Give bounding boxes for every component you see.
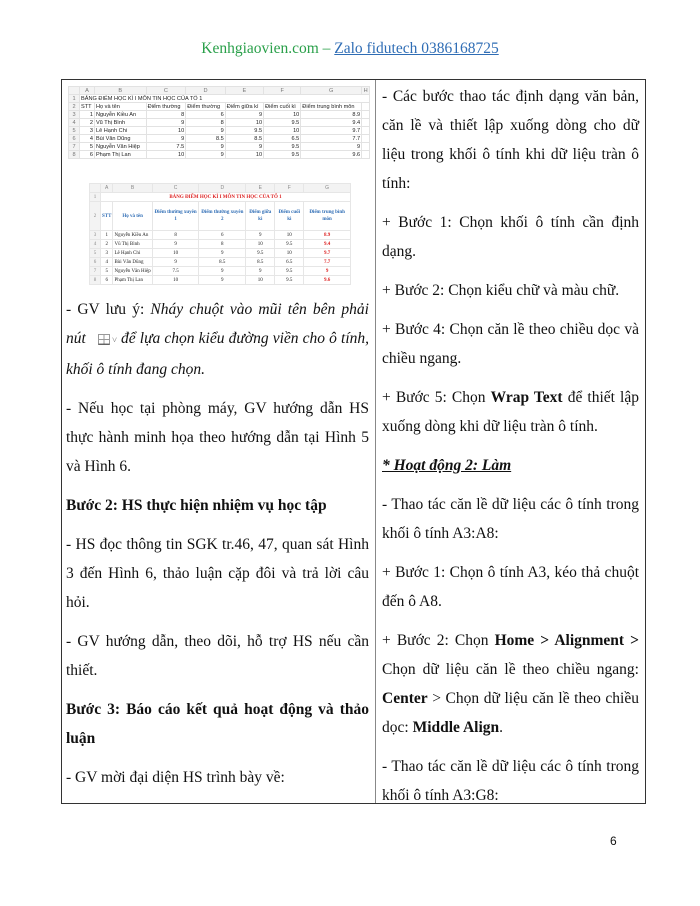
title-row <box>69 95 370 103</box>
cell: 9.5 <box>225 127 263 135</box>
row-number: 3 <box>90 231 101 240</box>
empty-cell <box>362 111 370 119</box>
cell: 9 <box>225 143 263 151</box>
sheet-title: BẢNG ĐIỂM HỌC KÌ I MÔN TIN HỌC CỦA TỔ 1 <box>80 95 370 103</box>
column-letter: H <box>363 87 368 94</box>
cell: 3 <box>80 127 95 135</box>
cell: 8.9 <box>301 111 362 119</box>
column-header: Điểm thường <box>186 103 226 111</box>
align-step-2 <box>382 626 639 742</box>
cell: 9.5 <box>275 240 304 249</box>
cell: 4 <box>101 258 113 267</box>
cell: 6.5 <box>275 258 304 267</box>
wrap-text-label: Wrap Text <box>490 389 563 406</box>
row-number: 8 <box>69 151 80 159</box>
table-row <box>90 249 351 258</box>
column-header: Điểm thường xuyên 1 <box>152 202 199 231</box>
cell: 9.6 <box>304 276 351 285</box>
cell: 5 <box>101 267 113 276</box>
site-name[interactable]: Kenhgiaovien.com <box>201 40 319 57</box>
cell: 9 <box>246 231 275 240</box>
cell: Vũ Thị Bình <box>113 240 152 249</box>
cell: 2 <box>80 119 95 127</box>
cell: 9.7 <box>304 249 351 258</box>
step2-paragraph-2: - GV hướng dẫn, theo dõi, hỗ trợ HS nếu cần thiết. <box>66 633 369 679</box>
cell: 9 <box>246 267 275 276</box>
table-row <box>69 135 370 143</box>
cell: 9.5 <box>275 267 304 276</box>
row-number: 2 <box>90 202 101 231</box>
cell: 9.4 <box>301 119 362 127</box>
cell: 6.5 <box>264 135 301 143</box>
cell: 9 <box>225 111 263 119</box>
column-letter: F <box>264 87 301 95</box>
column-letter: D <box>199 184 246 193</box>
row-number: 1 <box>90 193 101 202</box>
table-row <box>90 276 351 285</box>
cell: 8 <box>152 231 199 240</box>
cell: 7.5 <box>146 143 186 151</box>
excel-screenshot-formatted <box>89 183 351 285</box>
row-number: 2 <box>69 103 80 111</box>
page-number: 6 <box>610 834 617 848</box>
align-step-2-prefix: + Bước 2: Chọn <box>382 632 495 649</box>
cell: 9 <box>301 143 362 151</box>
step2-heading: Bước 2: HS thực hiện nhiệm vụ học tập <box>66 497 327 514</box>
cell: 9.7 <box>301 127 362 135</box>
cell: 9 <box>199 267 246 276</box>
cell: 10 <box>152 276 199 285</box>
step-4: + Bước 4: Chọn căn lề theo chiều dọc và chiều ngang. <box>382 321 639 367</box>
align-step-2-end: . <box>499 719 503 736</box>
expected-product-column <box>376 80 645 803</box>
note-italic-text-2: để lựa chọn kiểu đường viền cho ô tính, khối ô tính đang chọn. <box>66 330 369 378</box>
page-header <box>0 40 700 58</box>
cell: 9.5 <box>264 151 301 159</box>
column-letter: D <box>186 87 226 95</box>
cell: 6 <box>186 111 226 119</box>
center-label: Center <box>382 690 428 707</box>
row-number: 6 <box>69 135 80 143</box>
sheet-title: BẢNG ĐIỂM HỌC KÌ I MÔN TIN HỌC CỦA TỔ 1 <box>101 193 351 202</box>
column-header: Điểm cuối kì <box>275 202 304 231</box>
cell: 2 <box>101 240 113 249</box>
empty-cell <box>362 151 370 159</box>
cell: 9 <box>186 151 226 159</box>
column-header: Điểm giữa kì <box>246 202 275 231</box>
column-header: Điểm thường <box>146 103 186 111</box>
cell: 7.7 <box>304 258 351 267</box>
column-letter: C <box>146 87 186 95</box>
column-header: Điểm trung bình môn <box>304 202 351 231</box>
column-letter: A <box>80 87 95 95</box>
column-header: STT <box>101 202 113 231</box>
cell: 8.9 <box>304 231 351 240</box>
cell: 8.5 <box>225 135 263 143</box>
align-step-2-mid2: > Chọn dữ liệu căn lề theo chiều dọc: <box>382 690 639 736</box>
empty-cell <box>362 103 370 111</box>
column-letter: F <box>275 184 304 193</box>
cell: 10 <box>264 127 301 135</box>
title-row <box>90 193 351 202</box>
column-letter: B <box>113 184 152 193</box>
align-a3-a8-intro: - Thao tác căn lề dữ liệu các ô tính trong khối ô tính A3:A8: <box>382 496 639 542</box>
cell: Lê Hạnh Chi <box>113 249 152 258</box>
cell: Lê Hạnh Chi <box>94 127 146 135</box>
cell: Phạm Thị Lan <box>94 151 146 159</box>
column-letter: B <box>94 87 146 95</box>
cell: 9 <box>186 127 226 135</box>
cell: 5 <box>80 143 95 151</box>
row-number: 5 <box>90 249 101 258</box>
cell: 10 <box>246 276 275 285</box>
cell: 8 <box>199 240 246 249</box>
row-number: 8 <box>90 276 101 285</box>
empty-cell <box>362 143 370 151</box>
corner-cell <box>69 87 80 95</box>
cell: 9.5 <box>246 249 275 258</box>
cell: 9 <box>199 276 246 285</box>
step-5-suffix: để thiết lập xuống dòng khi dữ liệu tràn ô tính. <box>382 389 639 435</box>
empty-cell <box>362 135 370 143</box>
column-header: Điểm thường xuyên 2 <box>199 202 246 231</box>
column-header: Họ và tên <box>113 202 152 231</box>
cell: 10 <box>146 151 186 159</box>
column-header-row <box>69 87 370 95</box>
cell: 6 <box>80 151 95 159</box>
header-separator: – <box>318 40 335 57</box>
table-row <box>90 267 351 276</box>
teacher-note <box>66 295 369 384</box>
column-letter: E <box>246 184 275 193</box>
cell: Bùi Văn Dũng <box>94 135 146 143</box>
right-column-text <box>382 82 639 810</box>
cell: 9 <box>199 249 246 258</box>
row-number: 7 <box>90 267 101 276</box>
cell: 9 <box>304 267 351 276</box>
chevron-down-icon: ˅ <box>111 335 118 345</box>
cell: Nguyễn Văn Hiệp <box>94 143 146 151</box>
table-row <box>69 119 370 127</box>
table-row <box>90 231 351 240</box>
cell: 9 <box>146 119 186 127</box>
cell: Nguyễn Kiều An <box>113 231 152 240</box>
cell: Nguyễn Kiều An <box>94 111 146 119</box>
row-number: 6 <box>90 258 101 267</box>
table-row <box>90 240 351 249</box>
cell: 10 <box>152 249 199 258</box>
cell: 10 <box>246 240 275 249</box>
column-header: Điểm cuối kì <box>264 103 301 111</box>
cell: 10 <box>225 119 263 127</box>
table-row <box>69 151 370 159</box>
cell: 10 <box>275 231 304 240</box>
align-step-2-mid: Chọn dữ liệu căn lề theo chiều ngang: <box>382 661 639 678</box>
column-header: STT <box>80 103 95 111</box>
column-letter: G <box>304 184 351 193</box>
row-number: 7 <box>69 143 80 151</box>
column-header: Họ và tên <box>94 103 146 111</box>
column-letter: G <box>301 87 362 95</box>
column-header: Điểm giữa kì <box>225 103 263 111</box>
cell: 8.5 <box>186 135 226 143</box>
column-header-row <box>90 184 351 193</box>
cell: 9.5 <box>264 119 301 127</box>
excel-screenshot-unformatted <box>68 86 370 159</box>
align-step-1: + Bước 1: Chọn ô tính A3, kéo thả chuột đến ô A8. <box>382 564 639 610</box>
header-row <box>69 103 370 111</box>
column-letter: C <box>152 184 199 193</box>
table-row <box>69 111 370 119</box>
lab-instruction: - Nếu học tại phòng máy, GV hướng dẫn HS thực hành minh họa theo hướng dẫn tại Hình 5 và Hình 6. <box>66 400 369 475</box>
row-number: 4 <box>69 119 80 127</box>
zalo-contact-link[interactable]: Zalo fidutech 0386168725 <box>334 40 499 57</box>
cell: 1 <box>101 231 113 240</box>
table-row <box>69 143 370 151</box>
cell: 9.5 <box>264 143 301 151</box>
step-2: + Bước 2: Chọn kiểu chữ và màu chữ. <box>382 282 620 299</box>
header-row <box>90 202 351 231</box>
cell: 10 <box>275 249 304 258</box>
cell: 9.6 <box>301 151 362 159</box>
step-1: + Bước 1: Chọn khối ô tính cần định dạng. <box>382 214 639 260</box>
cell: Nguyễn Văn Hiệp <box>114 268 151 274</box>
cell: Vũ Thị Bình <box>94 119 146 127</box>
table-row <box>90 258 351 267</box>
cell: 6 <box>199 231 246 240</box>
step-5-prefix: + Bước 5: Chọn <box>382 389 491 406</box>
border-icon <box>98 334 110 345</box>
formatting-steps-intro: - Các bước thao tác định dạng văn bản, căn lề và thiết lập xuống dòng cho dữ liệu trong khối ô tính khi dữ liệu tràn ô tính: <box>382 88 639 192</box>
row-number: 5 <box>69 127 80 135</box>
cell: 8.5 <box>246 258 275 267</box>
teacher-student-activity-column <box>62 80 376 803</box>
left-column-text <box>66 295 369 792</box>
row-number: 3 <box>69 111 80 119</box>
cell: 7.7 <box>301 135 362 143</box>
step2-paragraph-1: - HS đọc thông tin SGK tr.46, 47, quan sát Hình 3 đến Hình 6, thảo luận cặp đôi và trả lời câu hỏi. <box>66 536 369 611</box>
cell: 3 <box>101 249 113 258</box>
cell: 7.5 <box>152 267 199 276</box>
empty-cell <box>362 127 370 135</box>
cell: 9 <box>152 258 199 267</box>
column-header: Điểm trung bình môn <box>301 103 362 111</box>
cell: Phạm Thị Lan <box>113 276 152 285</box>
activity-2-heading: * Hoạt động 2: Làm <box>382 457 512 474</box>
cell: 9 <box>146 135 186 143</box>
step3-heading: Bước 3: Báo cáo kết quả hoạt động và thảo luận <box>66 701 369 747</box>
table-row <box>69 127 370 135</box>
cell: 6 <box>101 276 113 285</box>
cell: 8.5 <box>199 258 246 267</box>
middle-align-label: Middle Align <box>412 719 500 736</box>
cell: 10 <box>225 151 263 159</box>
column-letter: E <box>225 87 263 95</box>
cell: 8 <box>186 119 226 127</box>
cell: 10 <box>146 127 186 135</box>
note-prefix: - GV lưu ý: <box>66 301 151 318</box>
row-number: 1 <box>69 95 80 103</box>
empty-cell <box>362 119 370 127</box>
home-alignment-path: Home > Alignment > <box>494 632 639 649</box>
row-number: 4 <box>90 240 101 249</box>
cell: 10 <box>264 111 301 119</box>
corner-cell <box>90 184 101 193</box>
cell: 1 <box>80 111 95 119</box>
cell: 9 <box>186 143 226 151</box>
cell: 9 <box>152 240 199 249</box>
step3-paragraph-1: - GV mời đại diện HS trình bày về: <box>66 769 285 786</box>
note-italic-text: Nháy chuột vào mũi tên bên phải nút <box>66 301 369 347</box>
lesson-table <box>61 79 646 804</box>
cell: 9.5 <box>275 276 304 285</box>
align-a3-g8-intro: - Thao tác căn lề dữ liệu các ô tính trong khối ô tính A3:G8: <box>382 758 639 804</box>
cell: 8 <box>146 111 186 119</box>
step-5 <box>382 383 639 441</box>
cell: 9.4 <box>304 240 351 249</box>
cell: Bùi Văn Dũng <box>113 258 152 267</box>
column-letter: A <box>101 184 113 193</box>
cell: 4 <box>80 135 95 143</box>
